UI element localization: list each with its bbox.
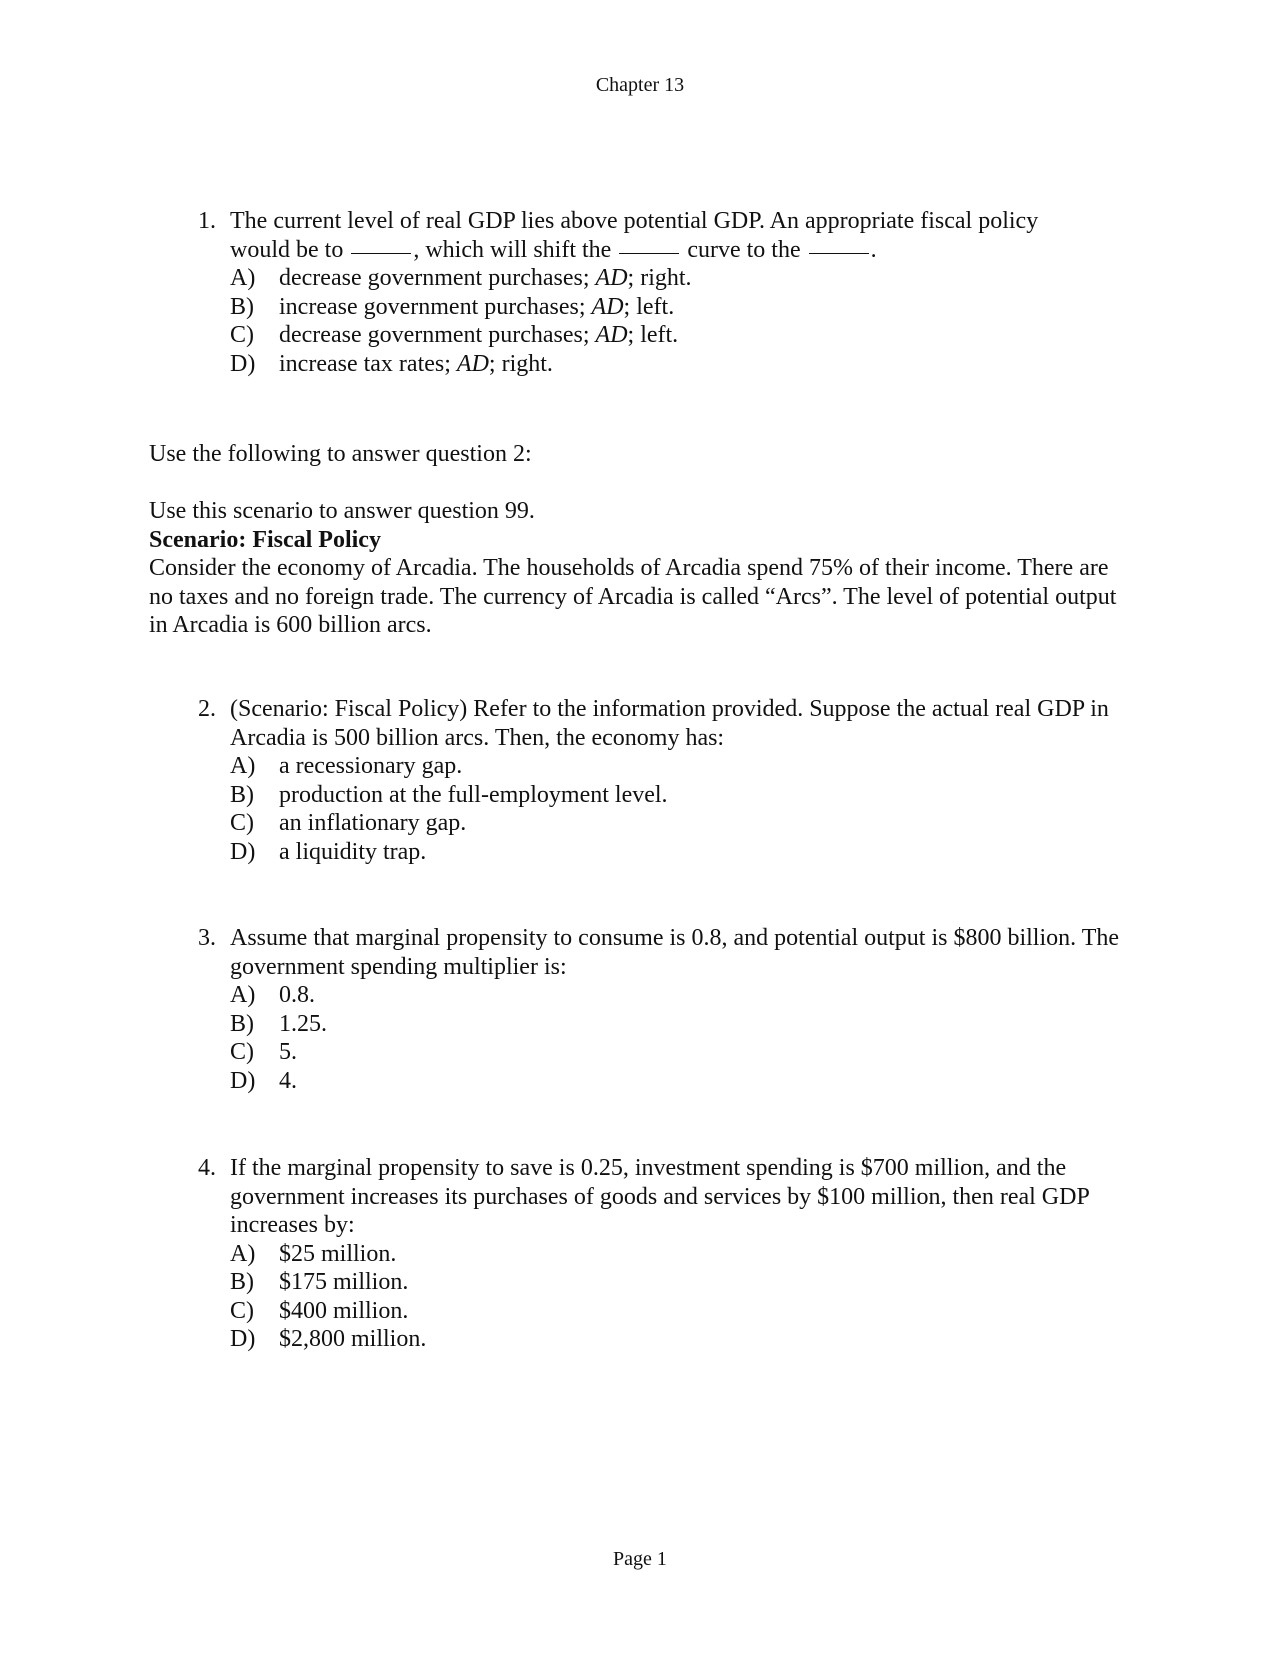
scenario-body: Consider the economy of Arcadia. The households of Arcadia spend 75% of their income. There are no taxes and no foreign trade. The currency of Arcadia is called “Arcs”. The level of potential output in Arcadia is 600 billion arcs. bbox=[149, 555, 1117, 638]
question-3-number: 3. bbox=[198, 925, 216, 951]
chapter-header: Chapter 13 bbox=[595, 74, 685, 96]
question-1-option-c bbox=[230, 321, 1158, 350]
question-1-line-2 bbox=[230, 236, 1158, 265]
question-2-number: 2. bbox=[198, 696, 216, 722]
question-3-option-b bbox=[230, 1010, 1158, 1039]
question-1-number: 1. bbox=[198, 208, 216, 234]
option-text: 1.25. bbox=[279, 1010, 327, 1037]
option-text: a recessionary gap. bbox=[279, 753, 463, 779]
question-1-options bbox=[198, 264, 1158, 378]
option-text-post: ; right. bbox=[488, 350, 553, 377]
option-letter: A) bbox=[230, 982, 256, 1008]
option-text: a liquidity trap. bbox=[279, 838, 427, 865]
question-4-option-b bbox=[230, 1268, 1158, 1297]
scenario-intro bbox=[149, 440, 1129, 469]
question-2-option-c bbox=[230, 809, 1158, 838]
option-letter: B) bbox=[230, 781, 254, 808]
option-text: $2,800 million. bbox=[279, 1326, 427, 1352]
answer-blank-2 bbox=[619, 252, 679, 254]
option-text-em: AD bbox=[456, 350, 489, 377]
question-2-option-d bbox=[230, 838, 1158, 867]
option-text: $400 million. bbox=[279, 1297, 409, 1324]
question-1-option-d bbox=[230, 350, 1158, 379]
question-2 bbox=[198, 695, 1158, 866]
question-4-text: If the marginal propensity to save is 0.25, investment spending is $700 million, and the government increases its purchases of goods and services by $100 million, then real GDP increases by: bbox=[230, 1155, 1089, 1238]
option-text: 4. bbox=[279, 1067, 297, 1094]
option-text: 0.8. bbox=[279, 982, 315, 1008]
question-1-text-part-c: curve to the bbox=[687, 236, 801, 263]
question-2-options bbox=[198, 752, 1158, 866]
option-letter: C) bbox=[230, 1297, 254, 1324]
question-1 bbox=[198, 207, 1158, 378]
question-4-option-c bbox=[230, 1297, 1158, 1326]
question-3-option-d bbox=[230, 1067, 1158, 1096]
option-text: 5. bbox=[279, 1039, 297, 1065]
option-letter: D) bbox=[230, 1326, 256, 1352]
option-text-pre: increase tax rates; bbox=[279, 350, 457, 377]
option-letter: D) bbox=[230, 838, 256, 865]
option-text-em: AD bbox=[591, 293, 624, 320]
option-text-em: AD bbox=[595, 322, 628, 348]
scenario-reference: Use this scenario to answer question 99. bbox=[149, 498, 535, 524]
option-letter: A) bbox=[230, 265, 256, 291]
option-letter: B) bbox=[230, 1269, 254, 1295]
scenario-title: Scenario: Fiscal Policy bbox=[149, 526, 381, 553]
option-text bbox=[279, 350, 553, 379]
option-text: $25 million. bbox=[279, 1240, 397, 1267]
option-text-pre: increase government purchases; bbox=[279, 293, 592, 320]
option-letter: C) bbox=[230, 810, 254, 836]
question-1-line-1: The current level of real GDP lies above potential GDP. An appropriate fiscal policy bbox=[230, 208, 1039, 234]
option-letter: D) bbox=[230, 1067, 256, 1094]
option-text bbox=[279, 321, 678, 350]
question-1-option-a bbox=[230, 264, 1158, 293]
question-3-option-c bbox=[230, 1038, 1158, 1067]
option-letter: A) bbox=[230, 753, 256, 779]
option-text-post: ; left. bbox=[627, 322, 679, 348]
option-letter: A) bbox=[230, 1240, 256, 1267]
question-3-options bbox=[198, 981, 1158, 1095]
question-2-text: (Scenario: Fiscal Policy) Refer to the information provided. Suppose the actual real GDP in Arcadia is 500 billion arcs. Then, the economy has: bbox=[230, 696, 1109, 751]
question-4-options bbox=[198, 1240, 1158, 1354]
question-3-text: Assume that marginal propensity to consume is 0.8, and potential output is $800 billion. The government spending multiplier is: bbox=[230, 925, 1120, 980]
question-4-option-d bbox=[230, 1325, 1158, 1354]
option-letter: C) bbox=[230, 322, 254, 348]
question-1-text-part-b: , which will shift the bbox=[413, 236, 612, 263]
question-2-option-a bbox=[230, 752, 1158, 781]
option-text-pre: decrease government purchases; bbox=[279, 322, 596, 348]
option-text-pre: decrease government purchases; bbox=[279, 265, 596, 291]
option-letter: B) bbox=[230, 1010, 254, 1037]
question-1-option-b bbox=[230, 293, 1158, 322]
option-text bbox=[279, 264, 692, 293]
option-letter: B) bbox=[230, 293, 254, 320]
option-text-post: ; right. bbox=[627, 265, 692, 291]
question-4-number: 4. bbox=[198, 1155, 216, 1181]
option-text: production at the full-employment level. bbox=[279, 781, 668, 808]
question-3 bbox=[198, 924, 1158, 1095]
question-1-text-part-a: would be to bbox=[230, 236, 344, 263]
scenario-block bbox=[149, 497, 1129, 640]
option-text-post: ; left. bbox=[623, 293, 675, 320]
option-text bbox=[279, 293, 674, 322]
question-1-text bbox=[230, 207, 1158, 264]
scenario-lead: Use the following to answer question 2: bbox=[149, 441, 532, 467]
option-text-em: AD bbox=[595, 265, 628, 291]
answer-blank-1 bbox=[351, 252, 411, 254]
question-1-text-part-d: . bbox=[870, 236, 877, 263]
option-letter: D) bbox=[230, 350, 256, 377]
question-3-option-a bbox=[230, 981, 1158, 1010]
question-2-option-b bbox=[230, 781, 1158, 810]
question-4-option-a bbox=[230, 1240, 1158, 1269]
question-4 bbox=[198, 1154, 1158, 1354]
page-number: Page 1 bbox=[613, 1548, 667, 1570]
option-text: an inflationary gap. bbox=[279, 810, 467, 836]
option-letter: C) bbox=[230, 1039, 254, 1065]
answer-blank-3 bbox=[809, 252, 869, 254]
option-text: $175 million. bbox=[279, 1269, 409, 1295]
